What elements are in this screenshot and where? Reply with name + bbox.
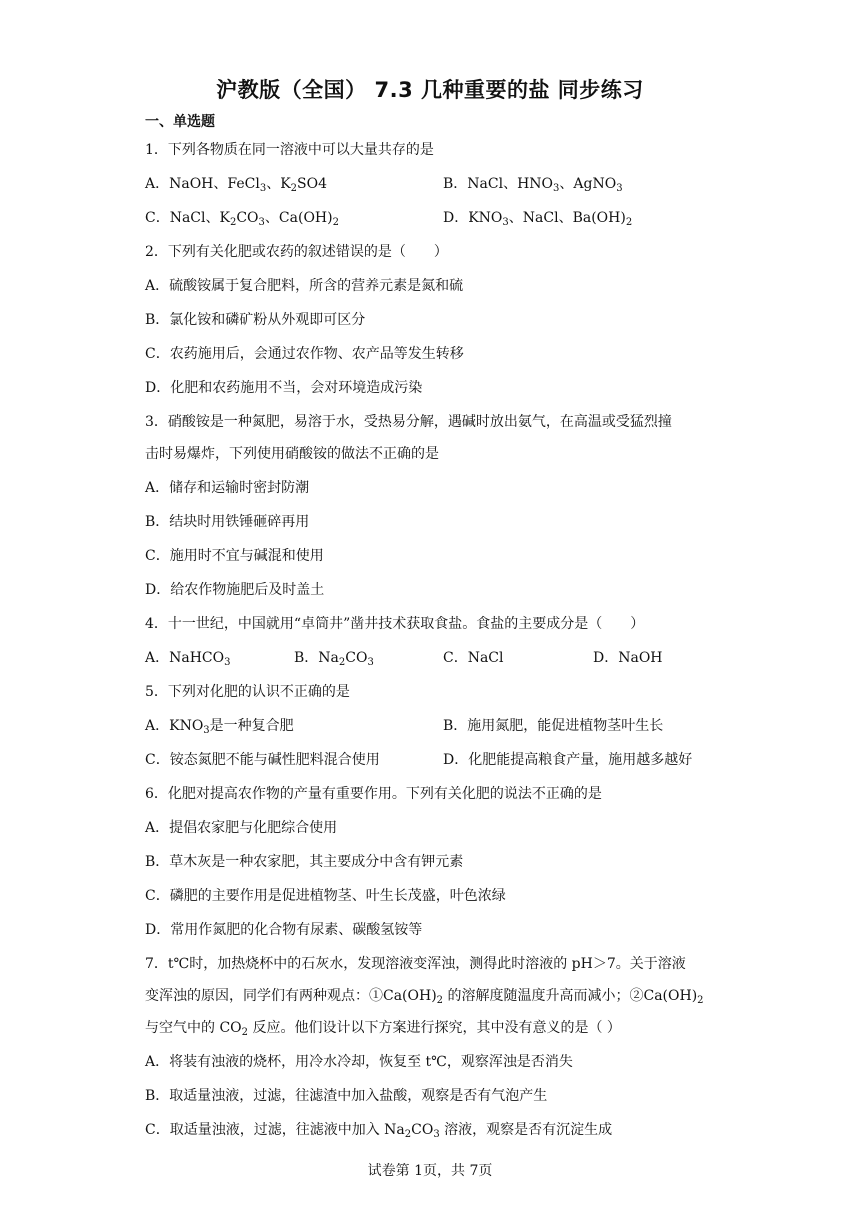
question-4-stem: 4．十一世纪，中国就用“卓筒井”凿井技术获取食盐。食盐的主要成分是（ ） bbox=[145, 616, 645, 632]
question-5-option-b: B．施用氮肥，能促进植物茎叶生长 bbox=[443, 718, 664, 734]
question-4-option-b: B．$Na_2CO_3$ bbox=[294, 650, 374, 668]
question-4-option-a: A．NaHCO$_3$ bbox=[145, 650, 231, 668]
question-2-option-b: B．氯化铵和磷矿粉从外观即可区分 bbox=[145, 312, 366, 328]
question-2-stem: 2．下列有关化肥或农药的叙述错误的是（ ） bbox=[145, 244, 448, 260]
question-3-option-b: B．结块时用铁锤砸碎再用 bbox=[145, 514, 310, 530]
question-3-stem-line-2: 击时易爆炸，下列使用硝酸铵的做法不正确的是 bbox=[145, 446, 439, 462]
page-title: 沪教版（全国） 7.3 几种重要的盐 同步练习 bbox=[216, 78, 644, 102]
question-3-option-d: D．给农作物施肥后及时盖土 bbox=[145, 582, 325, 598]
question-7-option-a: A．将装有浊液的烧杯，用冷水冷却，恢复至 t℃，观察浑浊是否消失 bbox=[145, 1054, 573, 1070]
page-footer: 试卷第 1页，共 7页 bbox=[367, 1163, 493, 1179]
question-3-option-c: C．施用时不宜与碱混和使用 bbox=[145, 548, 324, 564]
question-5-option-d: D．化肥能提高粮食产量，施用越多越好 bbox=[443, 752, 693, 768]
question-7-option-c: C．取适量浊液，过滤，往滤液中加入 $Na_2CO_3$ 溶液，观察是否有沉淀生成 bbox=[145, 1122, 613, 1140]
question-6-option-d: D．常用作氮肥的化合物有尿素、碳酸氢铵等 bbox=[145, 922, 423, 938]
question-7-stem-line-1: 7．t℃时，加热烧杯中的石灰水，发现溶液变浑浊，测得此时溶液的 pH＞7。关于溶液 bbox=[145, 956, 686, 972]
question-5-option-c: C．铵态氮肥不能与碱性肥料混合使用 bbox=[145, 752, 380, 768]
question-5-option-a: A．$KNO_3$是一种复合肥 bbox=[145, 718, 294, 736]
question-2-option-a: A．硫酸铵属于复合肥料，所含的营养元素是氮和硫 bbox=[145, 278, 464, 294]
question-4-option-c: C．NaCl bbox=[443, 650, 504, 666]
question-6-option-c: C．磷肥的主要作用是促进植物茎、叶生长茂盛，叶色浓绿 bbox=[145, 888, 506, 904]
question-6-option-a: A．提倡农家肥与化肥综合使用 bbox=[145, 820, 338, 836]
question-4-option-d: D．NaOH bbox=[593, 650, 663, 666]
question-7-stem-line-3: 与空气中的 $CO_2$ 反应。他们设计以下方案进行探究，其中没有意义的是（ ） bbox=[145, 1020, 621, 1038]
question-1-option-c: C．NaCl、$K_2CO_3$、$Ca(OH)_2$ bbox=[145, 210, 339, 228]
question-7-stem-line-2: 变浑浊的原因，同学们有两种观点：$①Ca(OH)_2$ 的溶解度随温度升高而减小；$②Ca(OH)_2$ bbox=[145, 988, 704, 1006]
question-6-option-b: B．草木灰是一种农家肥，其主要成分中含有钾元素 bbox=[145, 854, 464, 870]
question-7-option-b: B．取适量浊液，过滤，往滤渣中加入盐酸，观察是否有气泡产生 bbox=[145, 1088, 548, 1104]
question-1-option-a: A．NaOH、FeCl$_3$、$K_2SO4$ bbox=[145, 176, 328, 194]
question-2-option-c: C．农药施用后，会通过农作物、农产品等发生转移 bbox=[145, 346, 464, 362]
section-heading: 一、单选题 bbox=[145, 114, 215, 130]
question-3-option-a: A．储存和运输时密封防潮 bbox=[145, 480, 310, 496]
question-1-stem: 1．下列各物质在同一溶液中可以大量共存的是 bbox=[145, 142, 434, 158]
question-6-stem: 6．化肥对提高农作物的产量有重要作用。下列有关化肥的说法不正确的是 bbox=[145, 786, 602, 802]
question-1-option-d: D．$KNO_3$、NaCl、$Ba(OH)_2$ bbox=[443, 210, 633, 228]
question-1-option-b: B．NaCl、$HNO_3$、AgNO$_3$ bbox=[443, 176, 623, 194]
question-2-option-d: D．化肥和农药施用不当，会对环境造成污染 bbox=[145, 380, 423, 396]
question-5-stem: 5．下列对化肥的认识不正确的是 bbox=[145, 684, 350, 700]
question-3-stem-line-1: 3．硝酸铵是一种氮肥，易溶于水，受热易分解，遇碱时放出氨气，在高温或受猛烈撞 bbox=[145, 414, 672, 430]
